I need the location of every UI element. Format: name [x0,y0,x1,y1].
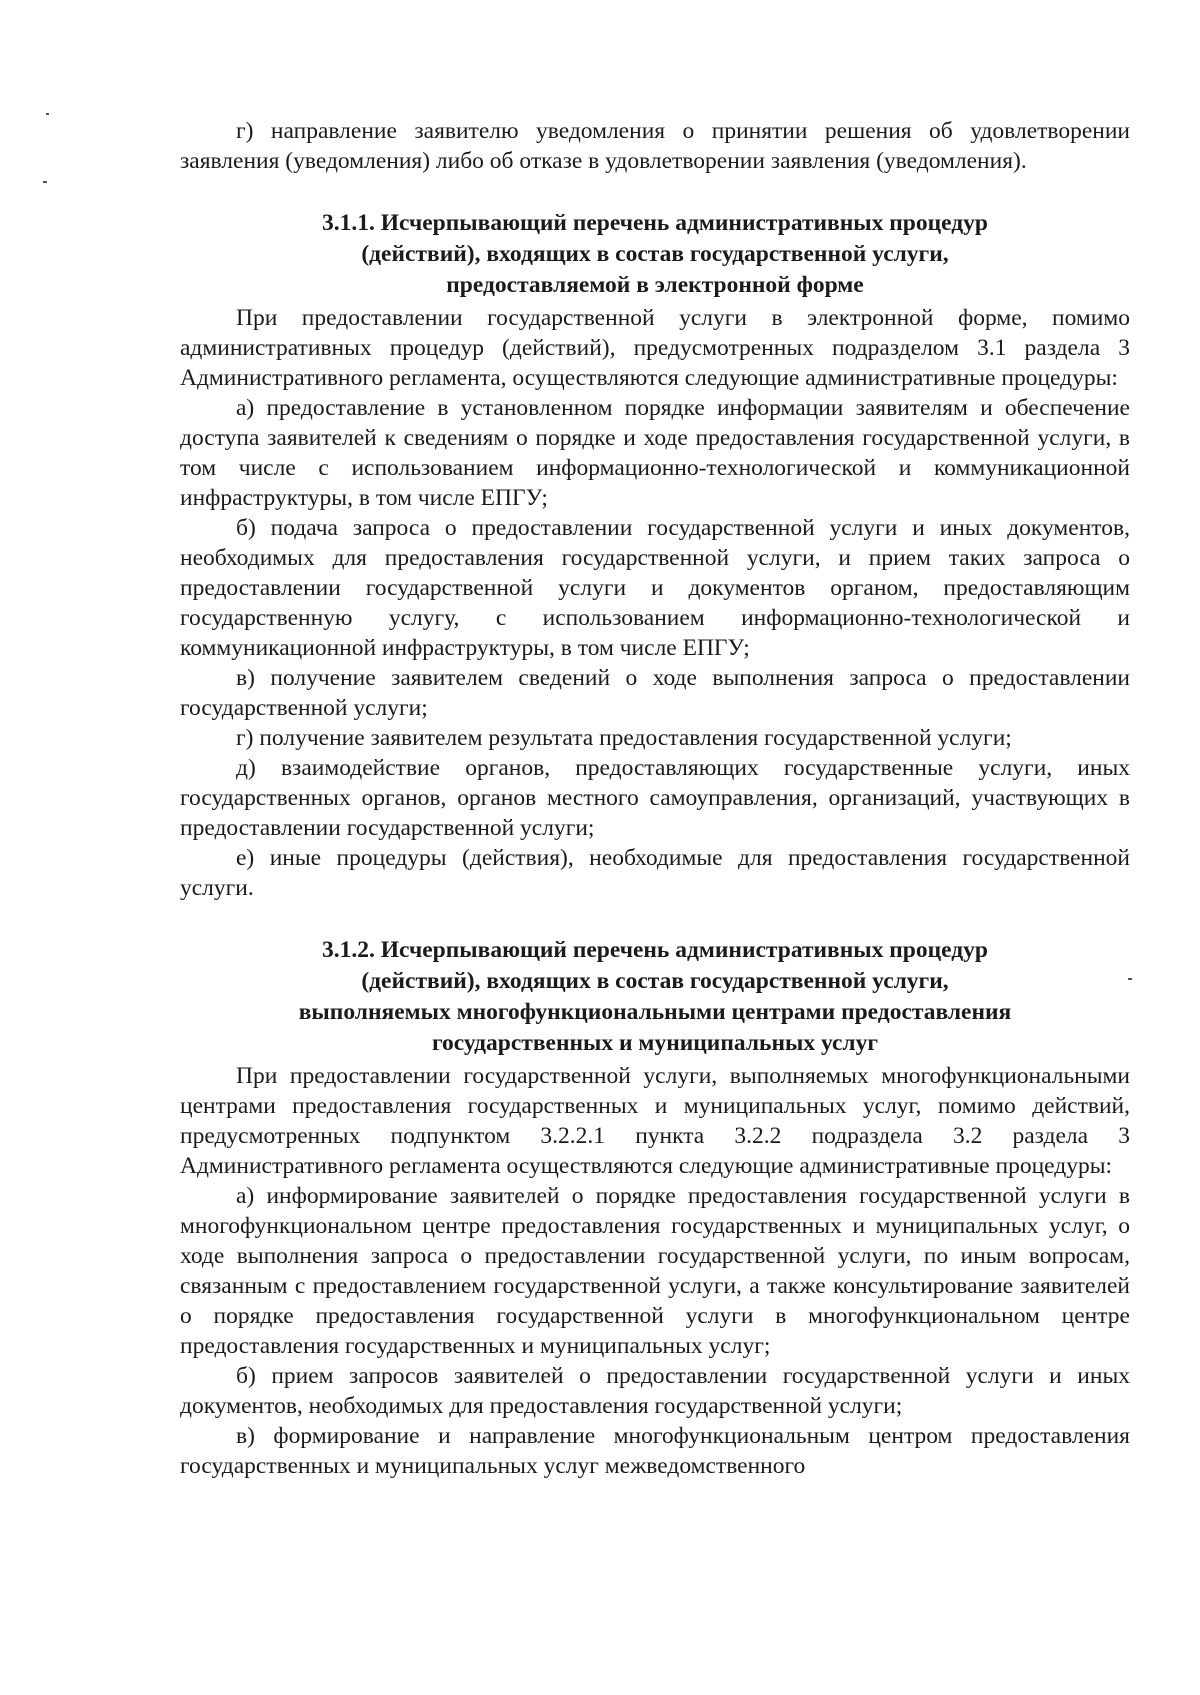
heading-line: предоставляемой в электронной форме [446,272,864,298]
section-heading-3-1-1 [180,208,1130,301]
section-3-1-2 [180,935,1130,1481]
list-item-b: б) подача запроса о предоставлении государственной услуги и иных документов, необходимых для предоставления государственной услуги, и прием таких запроса о предоставлении государственной услуги и документов органом, предоставляющим государственную услугу, с использованием информационно-технологической и коммуникационной инфраструктуры, в том числе ЕПГУ; [180,515,1130,661]
heading-line: выполняемых многофункциональными центрами предоставления [298,999,1012,1025]
heading-line: 3.1.1. Исчерпывающий перечень административных процедур [322,210,988,236]
list-item-a: а) информирование заявителей о порядке предоставления государственной услуги в многофункциональном центре предоставления государственных и муниципальных услуг, о ходе выполнения запроса о предоставлении государственной услуги, по иным вопросам, связанным с предоставлением государственной услуги, а также консультирование заявителей о порядке предоставления государственной услуги в многофункциональном центре предоставления государственных и муниципальных услуг; [180,1183,1130,1359]
scan-mark-left-top [46,113,49,115]
list-item-g: г) получение заявителем результата предоставления государственной услуги; [236,725,1012,751]
paragraph: При предоставлении государственной услуги, выполняемых многофункциональными центрами предоставления государственных и муниципальных услуг, помимо действий, предусмотренных подпунктом 3.2.2.1 пункта 3.2.2 подраздела 3.2 раздела 3 Административного регламента осуществляются следующие административные процедуры: [180,1063,1130,1179]
section-3-1-1 [180,208,1130,903]
heading-line: (действий), входящих в состав государственной услуги, [361,968,949,994]
list-item-b: б) прием запросов заявителей о предоставлении государственной услуги и иных документов, необходимых для предоставления государственной услуги; [180,1363,1130,1419]
list-item-a: а) предоставление в установленном порядке информации заявителям и обеспечение доступа заявителей к сведениям о порядке и ходе предоставления государственной услуги, в том числе с использованием информационно-технологической и коммуникационной инфраструктуры, в том числе ЕПГУ; [180,395,1130,511]
list-item-e: е) иные процедуры (действия), необходимые для предоставления государственной услуги. [180,845,1130,901]
list-item-d: д) взаимодействие органов, предоставляющих государственные услуги, иных государственных органов, органов местного самоуправления, организаций, участвующих в предоставлении государственной услуги; [180,755,1130,841]
list-item-v: в) формирование и направление многофункциональным центром предоставления государственных и муниципальных услуг межведомственного [180,1423,1130,1479]
heading-line: государственных и муниципальных услуг [431,1030,879,1056]
scan-mark-left-mid [43,181,47,183]
paragraph: При предоставлении государственной услуги в электронной форме, помимо административных процедур (действий), предусмотренных подразделом 3.1 раздела 3 Административного регламента, осуществляются следующие административные процедуры: [180,305,1130,391]
paragraph-intro: г) направление заявителю уведомления о принятии решения об удовлетворении заявления (уведомления) либо об отказе в удовлетворении заявления (уведомления). [180,118,1130,174]
document-page [180,116,1130,1481]
list-item-v: в) получение заявителем сведений о ходе выполнения запроса о предоставлении государственной услуги; [180,665,1130,721]
heading-line: (действий), входящих в состав государственной услуги, [361,241,949,267]
heading-line: 3.1.2. Исчерпывающий перечень административных процедур [322,937,988,963]
section-heading-3-1-2 [180,935,1130,1059]
